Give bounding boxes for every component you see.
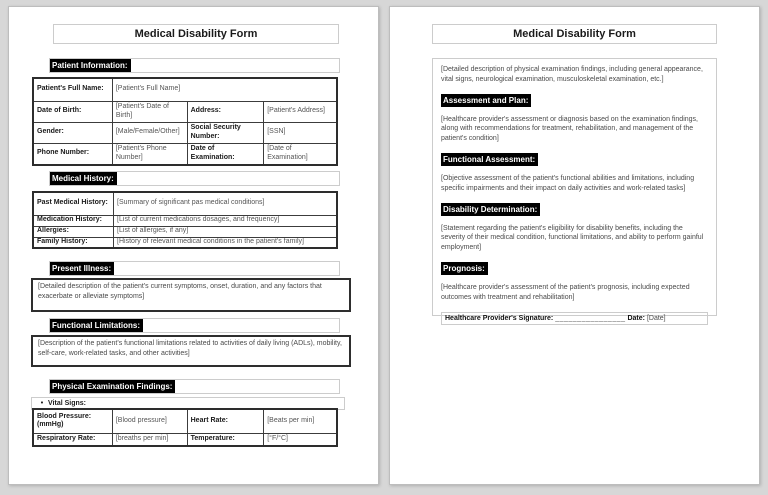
family-history-value: [History of relevant medical conditions in the patient's family] — [114, 237, 337, 248]
date-label: Date: — [627, 314, 645, 322]
phone-number-label: Phone Number: — [33, 143, 112, 165]
temperature-value: [°F/°C] — [264, 433, 337, 446]
family-history-label: Family History: — [33, 237, 114, 248]
patient-information-table — [32, 77, 338, 166]
disability-determination-text: [Statement regarding the patient's eligibility for disability benefits, including the severity of their medical condition, functional limitations, and ability to perform gainful employment] — [441, 224, 704, 252]
table-row — [33, 433, 337, 446]
heading-label-patient-information: Patient Information: — [50, 59, 131, 72]
ssn-value: [SSN] — [264, 122, 337, 143]
medication-history-value: [List of current medications dosages, and frequency] — [114, 215, 337, 226]
date-value: [Date] — [646, 314, 666, 322]
section-heading-patient-information — [49, 58, 340, 73]
temperature-label: Temperature: — [187, 433, 264, 446]
vital-signs-label: Vital Signs: — [48, 400, 86, 407]
table-row — [33, 192, 337, 215]
section-heading-functional-limitations — [49, 318, 340, 333]
table-row — [33, 409, 337, 433]
date-of-birth-label: Date of Birth: — [33, 101, 112, 122]
table-row — [33, 237, 337, 248]
present-illness-textbox: [Detailed description of the patient's current symptoms, onset, duration, and any factors that exacerbate or alleviate symptoms] — [31, 278, 351, 312]
heading-label-disability-determination: Disability Determination: — [441, 203, 540, 216]
page1-title: Medical Disability Form — [53, 24, 339, 44]
patient-full-name-value: [Patient's Full Name] — [112, 78, 337, 101]
heading-label-functional-assessment: Functional Assessment: — [441, 153, 538, 166]
gender-label: Gender: — [33, 122, 112, 143]
table-row — [33, 78, 337, 101]
physical-exam-description: [Detailed description of physical examination findings, including general appearance, vital signs, neurological examination, musculoskeletal examination, etc.] — [441, 66, 703, 83]
address-label: Address: — [187, 101, 264, 122]
section-heading-physical-examination — [49, 379, 340, 394]
functional-limitations-textbox: [Description of the patient's functional limitations related to activities of daily living (ADLs), mobility, self-care, work-related tasks, and other activities] — [31, 335, 351, 367]
table-row — [33, 101, 337, 122]
medical-history-table — [32, 191, 338, 249]
page-2 — [389, 6, 760, 485]
page2-title: Medical Disability Form — [432, 24, 717, 44]
date-of-birth-value: [Patient's Date of Birth] — [112, 101, 187, 122]
table-row — [33, 122, 337, 143]
section-heading-present-illness — [49, 261, 340, 276]
gender-value: [Male/Female/Other] — [112, 122, 187, 143]
prognosis-text: [Healthcare provider's assessment of the patient's prognosis, including expected outcomes with treatment and rehabilitation] — [441, 283, 690, 301]
allergies-value: [List of allergies, if any] — [114, 226, 337, 237]
signature-blank-line: ________________ — [555, 314, 626, 322]
section-heading-medical-history — [49, 171, 340, 186]
table-row — [33, 226, 337, 237]
blood-pressure-label: Blood Pressure: (mmHg) — [33, 409, 112, 433]
respiratory-rate-label: Respiratory Rate: — [33, 433, 112, 446]
signature-row — [441, 312, 708, 326]
heading-label-physical-examination: Physical Examination Findings: — [50, 380, 175, 393]
bullet-icon: • — [40, 400, 44, 407]
heading-label-medical-history: Medical History: — [50, 172, 117, 185]
table-row — [33, 215, 337, 226]
functional-assessment-text: [Objective assessment of the patient's functional abilities and limitations, including specific impairments and their impact on daily activities and work-related tasks] — [441, 174, 695, 192]
signature-label: Healthcare Provider's Signature: — [445, 314, 554, 322]
phone-number-value: [Patient's Phone Number] — [112, 143, 187, 165]
assessment-and-plan-text: [Healthcare provider's assessment or diagnosis based on the examination findings, along with recommendations for treatment, rehabilitation, and management of the patient's condition] — [441, 115, 698, 143]
table-row — [33, 143, 337, 165]
vital-signs-table — [32, 408, 338, 447]
heart-rate-value: [Beats per min] — [264, 409, 337, 433]
heading-label-assessment-and-plan: Assessment and Plan: — [441, 94, 531, 107]
date-of-examination-label: Date of Examination: — [187, 143, 264, 165]
past-medical-history-value: [Summary of significant pas medical conditions] — [114, 192, 337, 215]
page-1 — [8, 6, 379, 485]
patient-full-name-label: Patient's Full Name: — [33, 78, 112, 101]
past-medical-history-label: Past Medical History: — [33, 192, 114, 215]
respiratory-rate-value: [breaths per min] — [112, 433, 187, 446]
heading-label-prognosis: Prognosis: — [441, 262, 488, 275]
heading-label-functional-limitations: Functional Limitations: — [50, 319, 143, 332]
blood-pressure-value: [Blood pressure] — [112, 409, 187, 433]
heading-label-present-illness: Present Illness: — [50, 262, 114, 275]
date-of-examination-value: [Date of Examination] — [264, 143, 337, 165]
allergies-label: Allergies: — [33, 226, 114, 237]
heart-rate-label: Heart Rate: — [187, 409, 264, 433]
page2-content-box — [432, 58, 717, 322]
medication-history-label: Medication History: — [33, 215, 114, 226]
ssn-label: Social Security Number: — [187, 122, 264, 143]
address-value: [Patient's Address] — [264, 101, 337, 122]
